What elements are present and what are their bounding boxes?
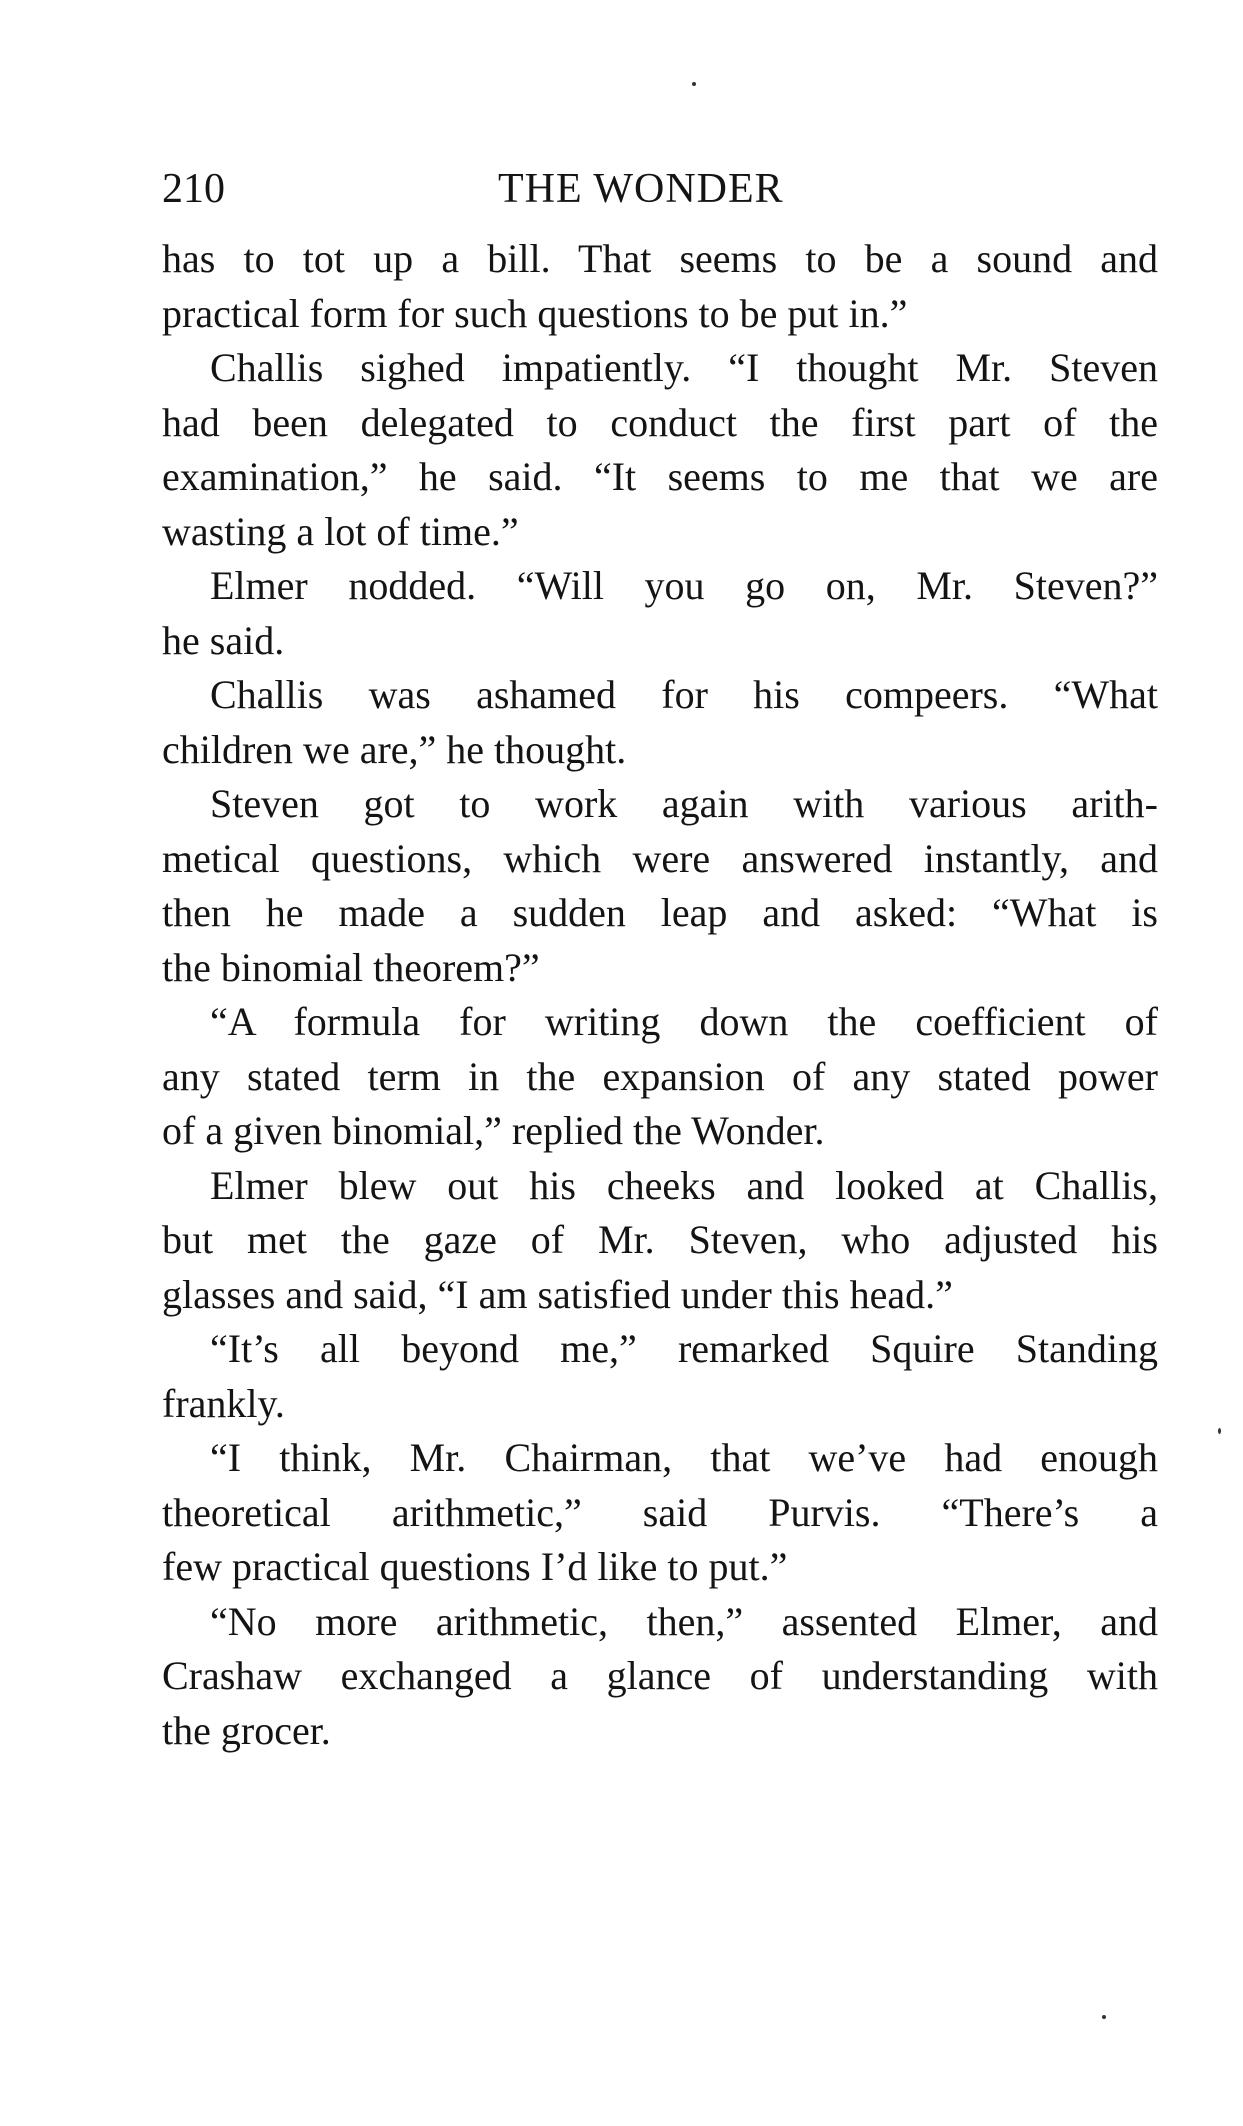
text-line: the binomial theorem?” <box>162 944 540 990</box>
text-line: “I think, Mr. Chairman, that we’ve had enough <box>210 1435 1158 1480</box>
print-speck <box>692 82 696 86</box>
text-line: had been delegated to conduct the first part of the <box>162 399 1158 445</box>
text-line: of a given binomial,” replied the Wonder. <box>162 1108 825 1153</box>
text-line: Elmer blew out his cheeks and looked at Challis, <box>210 1162 1158 1208</box>
text-line: frankly. <box>162 1380 285 1426</box>
text-line: children we are,” he thought. <box>162 726 627 772</box>
text-line: Crashaw exchanged a glance of understanding with <box>162 1653 1158 1698</box>
text-line: Elmer nodded. “Will you go on, Mr. Steven?” <box>210 563 1158 608</box>
running-title: THE WONDER <box>498 166 784 212</box>
text-line: few practical questions I’d like to put.” <box>162 1544 788 1589</box>
text-line: theoretical arithmetic,” said Purvis. “There’s a <box>162 1489 1158 1535</box>
text-line: “A formula for writing down the coefficient of <box>210 999 1158 1044</box>
page-number: 210 <box>162 166 225 212</box>
print-speck <box>1102 2015 1106 2019</box>
text-line: Steven got to work again with various arith- <box>210 781 1158 826</box>
text-line: glasses and said, “I am satisfied under this head.” <box>162 1271 953 1317</box>
text-line: practical form for such questions to be put in.” <box>162 290 908 336</box>
text-line: metical questions, which were answered instantly, and <box>162 835 1158 881</box>
text-line: the grocer. <box>162 1707 331 1753</box>
text-line: Challis was ashamed for his compeers. “What <box>210 672 1158 717</box>
text-line: “It’s all beyond me,” remarked Squire Standing <box>210 1326 1158 1371</box>
text-line: any stated term in the expansion of any stated power <box>162 1053 1158 1099</box>
text-line: wasting a lot of time.” <box>162 508 519 554</box>
running-head <box>162 154 1162 224</box>
text-line: Challis sighed impatiently. “I thought Mr. Steven <box>210 345 1158 390</box>
text-line: but met the gaze of Mr. Steven, who adjusted his <box>162 1217 1158 1262</box>
text-line: examination,” he said. “It seems to me that we are <box>162 454 1158 499</box>
text-line: he said. <box>162 617 285 663</box>
text-line: has to tot up a bill. That seems to be a sound and <box>162 236 1158 281</box>
text-line: “No more arithmetic, then,” assented Elmer, and <box>210 1598 1158 1644</box>
print-speck <box>1218 1428 1221 1434</box>
body-text <box>162 232 1158 1758</box>
text-line: then he made a sudden leap and asked: “What is <box>162 890 1158 935</box>
